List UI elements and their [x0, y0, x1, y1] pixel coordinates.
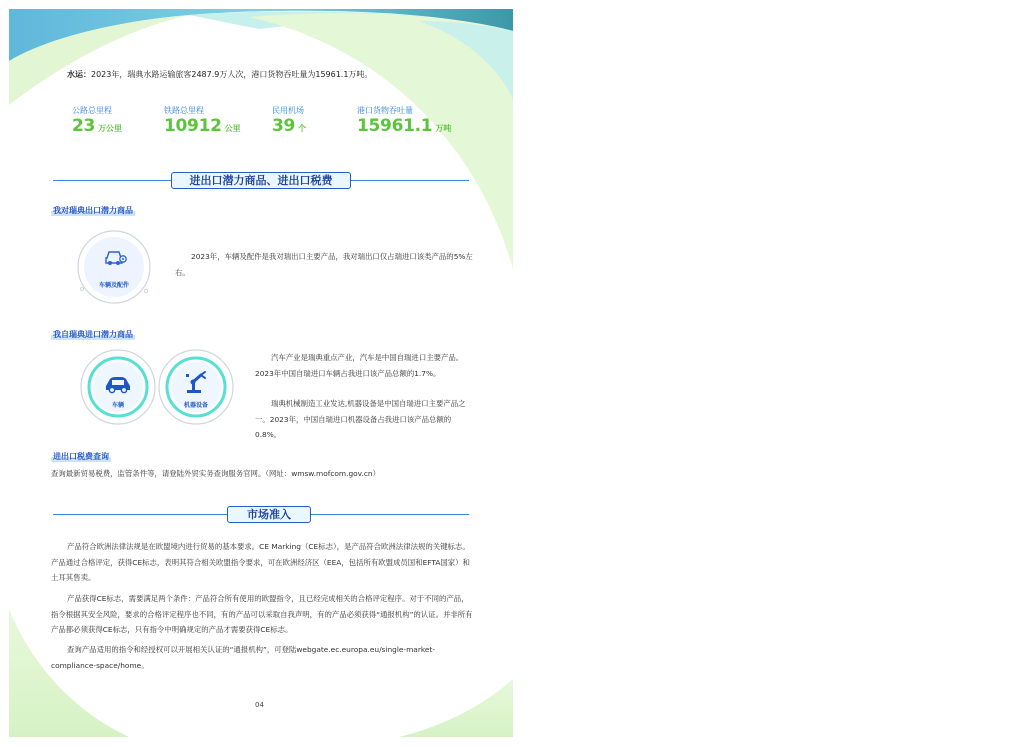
stat-unit: 万公里 [98, 124, 123, 133]
page-number: 04 [255, 701, 264, 709]
section-heading-market: 市场准入 [227, 506, 311, 523]
car-gear-icon [104, 247, 128, 267]
icon-label: 车辆及配件 [98, 282, 129, 289]
import-tag: 我自瑞典进口潜力商品 [53, 330, 133, 339]
market-paragraph-1: 产品符合欧洲法律法规是在欧盟境内进行贸易的基本要求。CE Marking（CE标志），是产品符合欧洲法律法规的关键标志。产品通过合格评定，获得CE标志，表明其符合相关欧盟指令要求，可在欧洲经济区（EEA，包括所有欧盟成员国和EFTA国家）和土耳其售卖。 [51, 542, 470, 582]
stat-label: 铁路总里程 [164, 106, 204, 115]
stat-label: 公路总里程 [72, 106, 112, 115]
stat-value: 15961.1 [357, 116, 433, 136]
market-paragraph-3: 查询产品适用的指令和经授权可以开展相关认证的“通报机构”，可登陆webgate.ec.europa.eu/single-market-compliance-space/home。 [51, 645, 435, 670]
heading-rule-left [53, 180, 171, 181]
stat-value: 23 [72, 116, 96, 136]
heading-rule-left [53, 514, 227, 515]
stat-unit: 万吨 [435, 124, 452, 133]
intro-label: 水运： [67, 70, 91, 79]
stat-road [72, 105, 122, 136]
robot-arm-icon [183, 369, 209, 395]
export-tag: 我对瑞典出口潜力商品 [53, 206, 133, 215]
section-heading-trade: 进出口潜力商品、进出口税费 [171, 172, 351, 189]
stat-value: 10912 [164, 116, 222, 136]
intro-line [67, 69, 372, 80]
car-icon [103, 374, 133, 394]
import-paragraph-2: 瑞典机械制造工业发达,机器设备是中国自瑞进口主要产品之一。2023年，中国自瑞进口机器设备占我进口该产品总额的 0.8%。 [255, 399, 466, 439]
import-paragraph-1: 汽车产业是瑞典重点产业，汽车是中国自瑞进口主要产品。2023年中国自瑞进口车辆占我进口该产品总额的1.7%。 [255, 353, 464, 378]
icon-label: 车辆 [111, 402, 124, 409]
stat-unit: 个 [298, 124, 307, 133]
market-paragraph-2: 产品获得CE标志，需要满足两个条件：产品符合所有使用的欧盟指令，且已经完成相关的合格评定程序。对于不同的产品，指令根据其安全风险，要求的合格评定程序也不同，有的产品可以采取自我声明，有的产品必须获得“通报机构”的认证。并非所有产品都必须获得CE标志，只有指令中明确规定的产品才需要获得CE标志。 [51, 594, 473, 634]
icon-label: 机器设备 [183, 402, 208, 409]
stat-label: 民用机场 [272, 106, 304, 115]
heading-rule-right [311, 514, 469, 515]
document-page [9, 9, 513, 737]
export-icon-badge [73, 227, 155, 305]
stat-unit: 公里 [224, 124, 241, 133]
import-icon-car-badge [79, 347, 157, 427]
heading-rule-right [351, 180, 469, 181]
tax-tag: 进出口税费查询 [53, 452, 109, 461]
export-paragraph: 2023年，车辆及配件是我对瑞出口主要产品，我对瑞出口仅占瑞进口该类产品的5%左右。 [175, 252, 473, 277]
import-icon-machine-badge [157, 347, 235, 427]
stat-rail [164, 105, 241, 136]
tax-text: 查询最新贸易税费，监管条件等，请登陆外贸实务查询服务官网。（网址：wmsw.mofcom.gov.cn） [51, 469, 380, 478]
stat-airports [272, 105, 306, 136]
intro-text: 2023年，瑞典水路运输旅客2487.9万人次，港口货物吞吐量为15961.1万吨。 [91, 70, 373, 79]
stat-port [357, 105, 451, 136]
stat-value: 39 [272, 116, 296, 136]
stat-label: 港口货物吞吐量 [357, 106, 413, 115]
